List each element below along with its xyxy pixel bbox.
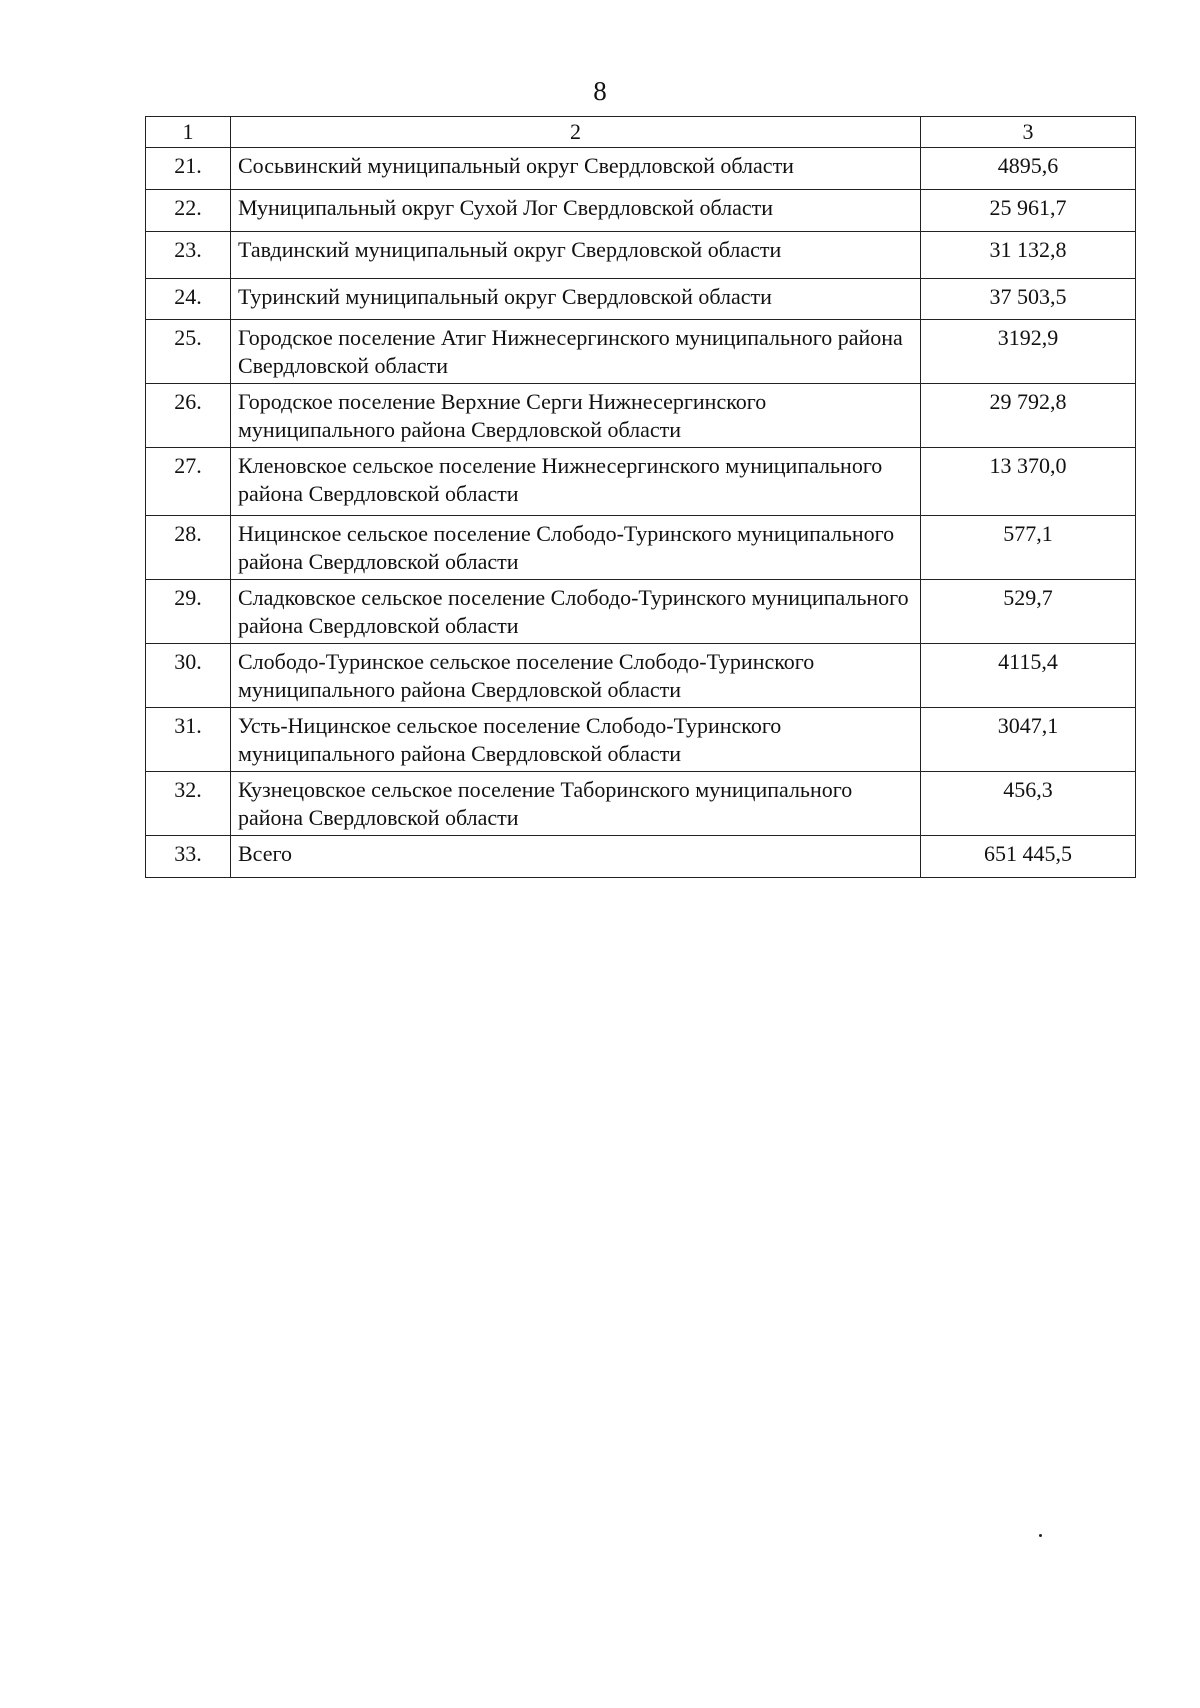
row-number: 31. bbox=[146, 708, 231, 772]
row-name: Кузнецовское сельское поселение Таборинского муниципального района Свердловской области bbox=[231, 772, 921, 836]
row-name: Кленовское сельское поселение Нижнесергинского муниципального района Свердловской области bbox=[231, 448, 921, 516]
table-row bbox=[146, 644, 1136, 708]
table-row-total bbox=[146, 836, 1136, 878]
row-value: 577,1 bbox=[921, 516, 1136, 580]
row-value: 29 792,8 bbox=[921, 384, 1136, 448]
row-name: Всего bbox=[231, 836, 921, 878]
row-number: 33. bbox=[146, 836, 231, 878]
column-header-number: 1 bbox=[146, 117, 231, 148]
row-name: Городское поселение Атиг Нижнесергинского муниципального района Свердловской области bbox=[231, 320, 921, 384]
row-number: 30. bbox=[146, 644, 231, 708]
row-number: 23. bbox=[146, 232, 231, 279]
table-row bbox=[146, 320, 1136, 384]
row-value: 529,7 bbox=[921, 580, 1136, 644]
row-name: Сосьвинский муниципальный округ Свердловской области bbox=[231, 148, 921, 190]
row-number: 27. bbox=[146, 448, 231, 516]
row-value: 37 503,5 bbox=[921, 279, 1136, 320]
row-number: 25. bbox=[146, 320, 231, 384]
row-value: 13 370,0 bbox=[921, 448, 1136, 516]
row-name: Муниципальный округ Сухой Лог Свердловской области bbox=[231, 190, 921, 232]
row-name: Сладковское сельское поселение Слободо-Туринского муниципального района Свердловской области bbox=[231, 580, 921, 644]
row-number: 32. bbox=[146, 772, 231, 836]
stray-dot-mark bbox=[1039, 1534, 1042, 1537]
table-row bbox=[146, 232, 1136, 279]
row-name: Слободо-Туринское сельское поселение Слободо-Туринского муниципального района Свердловской области bbox=[231, 644, 921, 708]
table-row bbox=[146, 279, 1136, 320]
page-number: 8 bbox=[593, 76, 607, 106]
table-row bbox=[146, 772, 1136, 836]
table-header-row bbox=[146, 117, 1136, 148]
row-value: 31 132,8 bbox=[921, 232, 1136, 279]
table-row bbox=[146, 384, 1136, 448]
table-row bbox=[146, 148, 1136, 190]
data-table bbox=[145, 116, 1136, 878]
row-value: 456,3 bbox=[921, 772, 1136, 836]
row-name: Туринский муниципальный округ Свердловской области bbox=[231, 279, 921, 320]
row-number: 22. bbox=[146, 190, 231, 232]
row-name: Ницинское сельское поселение Слободо-Туринского муниципального района Свердловской области bbox=[231, 516, 921, 580]
table-row bbox=[146, 580, 1136, 644]
table-row bbox=[146, 448, 1136, 516]
row-number: 24. bbox=[146, 279, 231, 320]
column-header-name: 2 bbox=[231, 117, 921, 148]
row-number: 28. bbox=[146, 516, 231, 580]
row-value: 4115,4 bbox=[921, 644, 1136, 708]
row-value: 4895,6 bbox=[921, 148, 1136, 190]
row-value: 3047,1 bbox=[921, 708, 1136, 772]
row-name: Тавдинский муниципальный округ Свердловской области bbox=[231, 232, 921, 279]
row-name: Усть-Ницинское сельское поселение Слободо-Туринского муниципального района Свердловской области bbox=[231, 708, 921, 772]
row-number: 29. bbox=[146, 580, 231, 644]
row-value: 651 445,5 bbox=[921, 836, 1136, 878]
row-number: 21. bbox=[146, 148, 231, 190]
table-row bbox=[146, 708, 1136, 772]
column-header-value: 3 bbox=[921, 117, 1136, 148]
table-row bbox=[146, 516, 1136, 580]
row-name: Городское поселение Верхние Серги Нижнесергинского муниципального района Свердловской области bbox=[231, 384, 921, 448]
row-number: 26. bbox=[146, 384, 231, 448]
table-row bbox=[146, 190, 1136, 232]
row-value: 25 961,7 bbox=[921, 190, 1136, 232]
row-value: 3192,9 bbox=[921, 320, 1136, 384]
